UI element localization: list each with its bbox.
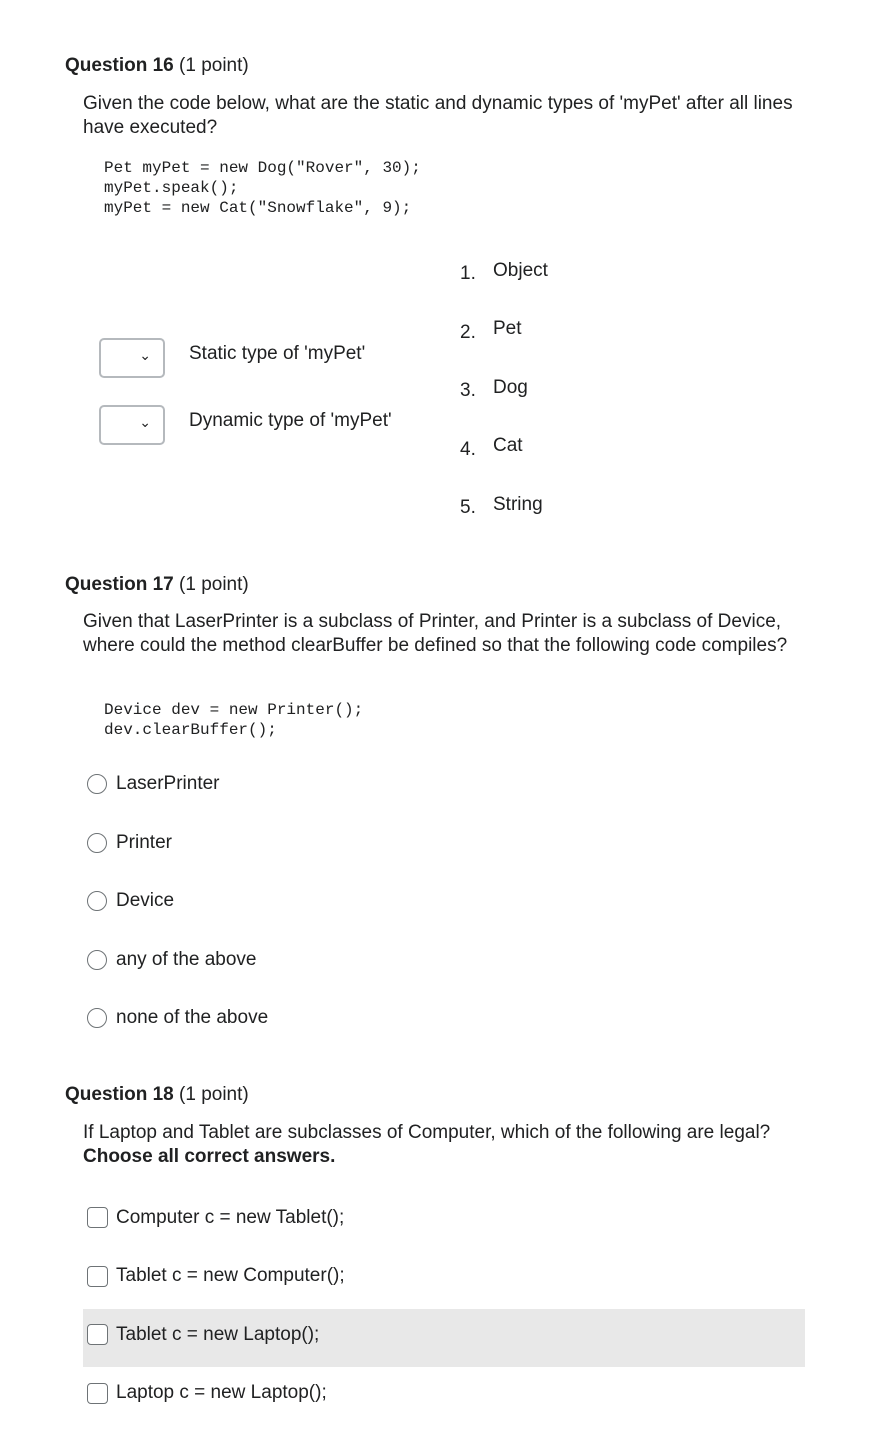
question-17-title bbox=[65, 574, 249, 596]
option-text: Cat bbox=[493, 435, 523, 456]
static-type-dropdown[interactable] bbox=[99, 338, 165, 378]
choice-label[interactable]: none of the above bbox=[116, 1007, 269, 1028]
choice-label[interactable]: Laptop c = new Laptop(); bbox=[116, 1382, 327, 1403]
checkbox-tablet-laptop[interactable] bbox=[87, 1324, 108, 1345]
code-line: Pet myPet = new Dog("Rover", 30); bbox=[104, 159, 421, 177]
chevron-down-icon: ⌄ bbox=[139, 414, 151, 430]
question-title: Question 17 bbox=[65, 574, 174, 595]
checkbox-tablet-computer[interactable] bbox=[87, 1266, 108, 1287]
radio-device[interactable] bbox=[87, 891, 107, 911]
option-text: Object bbox=[493, 260, 548, 281]
q16-code-block bbox=[104, 158, 421, 218]
option-text: Dog bbox=[493, 377, 528, 398]
option-text: Pet bbox=[493, 318, 522, 339]
radio-none-of-the-above[interactable] bbox=[87, 1008, 107, 1028]
dynamic-type-label: Dynamic type of 'myPet' bbox=[189, 410, 392, 431]
radio-printer[interactable] bbox=[87, 833, 107, 853]
question-points: (1 point) bbox=[179, 55, 249, 76]
question-18-text bbox=[83, 1121, 803, 1169]
radio-laserprinter[interactable] bbox=[87, 774, 107, 794]
choice-label[interactable]: Printer bbox=[116, 832, 172, 853]
choice-label[interactable]: Tablet c = new Computer(); bbox=[116, 1265, 345, 1286]
code-line: myPet.speak(); bbox=[104, 179, 239, 197]
choice-label[interactable]: Tablet c = new Laptop(); bbox=[116, 1324, 320, 1345]
question-16-text: Given the code below, what are the static and dynamic types of 'myPet' after all lines have executed? bbox=[83, 93, 793, 138]
q17-code-block bbox=[104, 700, 363, 740]
question-18-title bbox=[65, 1084, 249, 1106]
question-text: If Laptop and Tablet are subclasses of Computer, which of the following are legal? bbox=[83, 1122, 771, 1143]
option-number: 2. bbox=[460, 322, 476, 343]
dynamic-type-dropdown[interactable] bbox=[99, 405, 165, 445]
question-points: (1 point) bbox=[179, 1084, 249, 1105]
code-line: myPet = new Cat("Snowflake", 9); bbox=[104, 199, 412, 217]
option-number: 4. bbox=[460, 439, 476, 460]
choice-label[interactable]: LaserPrinter bbox=[116, 773, 220, 794]
question-points: (1 point) bbox=[179, 574, 249, 595]
checkbox-computer-tablet[interactable] bbox=[87, 1207, 108, 1228]
question-title: Question 18 bbox=[65, 1084, 174, 1105]
radio-any-of-the-above[interactable] bbox=[87, 950, 107, 970]
choice-label[interactable]: any of the above bbox=[116, 949, 257, 970]
choice-label[interactable]: Device bbox=[116, 890, 175, 911]
question-title: Question 16 bbox=[65, 55, 174, 76]
question-instruction: Choose all correct answers. bbox=[83, 1146, 336, 1167]
option-number: 3. bbox=[460, 380, 476, 401]
code-line: Device dev = new Printer(); bbox=[104, 701, 364, 719]
checkbox-laptop-laptop[interactable] bbox=[87, 1383, 108, 1404]
code-line: dev.clearBuffer(); bbox=[104, 721, 277, 739]
option-number: 5. bbox=[460, 497, 476, 518]
option-number: 1. bbox=[460, 263, 476, 284]
choice-label[interactable]: Computer c = new Tablet(); bbox=[116, 1207, 345, 1228]
chevron-down-icon: ⌄ bbox=[139, 347, 151, 363]
option-text: String bbox=[493, 494, 543, 515]
question-16-title bbox=[65, 55, 249, 77]
static-type-label: Static type of 'myPet' bbox=[189, 343, 366, 364]
question-17-text: Given that LaserPrinter is a subclass of Printer, and Printer is a subclass of Device, where could the method clearBuffer be defined so that the following code compiles? bbox=[83, 611, 788, 656]
